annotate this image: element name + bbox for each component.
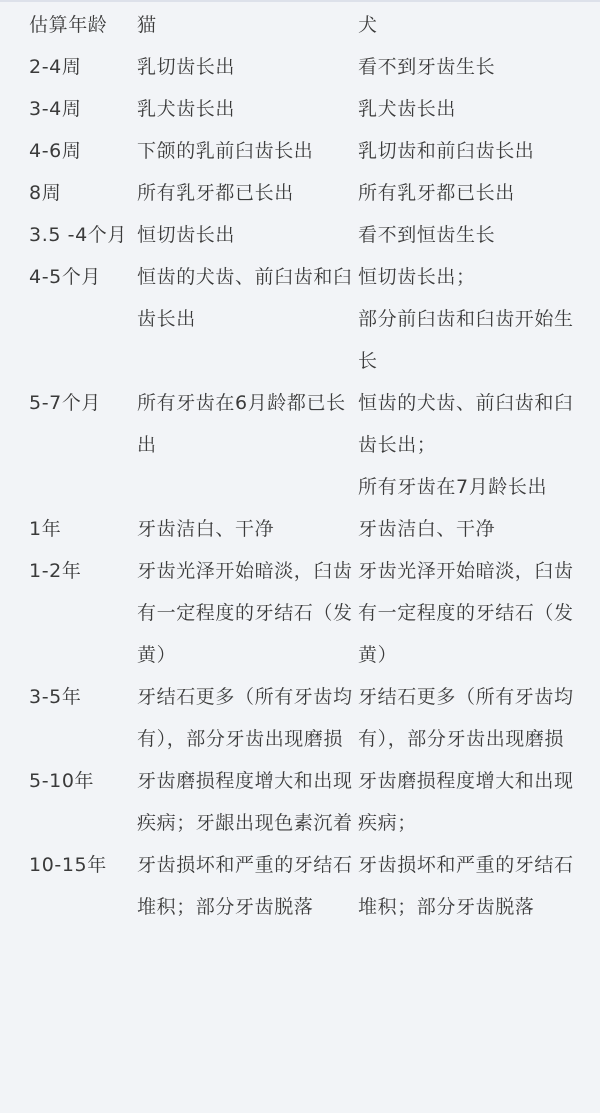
table-row <box>0 214 600 256</box>
dog-cell <box>358 382 600 508</box>
age-cell: 4-5个月 <box>29 266 102 288</box>
dog-cell: 牙齿光泽开始暗淡，臼齿有一定程度的牙结石（发黄） <box>358 560 574 666</box>
dog-cell-line: 所有牙齿在7月龄长出 <box>358 476 548 498</box>
table-row <box>0 676 600 760</box>
table-row <box>0 382 600 508</box>
age-cell: 3-5年 <box>29 686 82 708</box>
cat-cell: 牙齿洁白、干净 <box>137 518 275 540</box>
header-dog: 犬 <box>358 14 378 36</box>
cat-cell: 牙齿磨损程度增大和出现疾病；牙龈出现色素沉着 <box>137 770 353 834</box>
table-row <box>0 172 600 214</box>
cat-cell: 所有乳牙都已长出 <box>137 182 294 204</box>
age-cell: 8周 <box>29 182 62 204</box>
table-row <box>0 550 600 676</box>
cat-cell: 恒齿的犬齿、前臼齿和臼齿长出 <box>137 266 353 330</box>
top-divider <box>0 0 600 2</box>
dog-cell: 乳切齿和前臼齿长出 <box>358 140 535 162</box>
tooth-age-table <box>0 4 600 928</box>
table-row <box>0 88 600 130</box>
age-cell: 1-2年 <box>29 560 82 582</box>
age-cell: 1年 <box>29 518 62 540</box>
cat-cell: 下颌的乳前臼齿长出 <box>137 140 314 162</box>
table-row <box>0 844 600 928</box>
age-cell: 4-6周 <box>29 140 82 162</box>
age-cell: 3.5 -4个月 <box>29 224 128 246</box>
table-row <box>0 256 600 382</box>
age-cell: 5-7个月 <box>29 392 102 414</box>
dog-cell: 看不到牙齿生长 <box>358 56 496 78</box>
table-header-row <box>0 4 600 46</box>
table-row <box>0 508 600 550</box>
header-cat: 猫 <box>137 14 157 36</box>
table-row <box>0 130 600 172</box>
dog-cell: 牙齿磨损程度增大和出现疾病； <box>358 770 574 834</box>
cat-cell: 乳犬齿长出 <box>137 98 236 120</box>
dog-cell-line: 恒切齿长出； <box>358 266 476 288</box>
dog-cell: 牙齿洁白、干净 <box>358 518 496 540</box>
table-row <box>0 46 600 88</box>
cat-cell: 牙齿光泽开始暗淡，臼齿有一定程度的牙结石（发黄） <box>137 560 353 666</box>
header-age: 估算年龄 <box>29 14 108 36</box>
cat-cell: 牙结石更多（所有牙齿均有），部分牙齿出现磨损 <box>137 686 353 750</box>
cat-cell: 乳切齿长出 <box>137 56 236 78</box>
dog-cell-line: 部分前臼齿和臼齿开始生长 <box>358 308 574 372</box>
dog-cell <box>358 256 600 382</box>
dog-cell-line: 恒齿的犬齿、前臼齿和臼齿长出； <box>358 392 574 456</box>
age-cell: 5-10年 <box>29 770 95 792</box>
dog-cell: 牙齿损坏和严重的牙结石堆积；部分牙齿脱落 <box>358 854 574 918</box>
cat-cell: 牙齿损坏和严重的牙结石堆积；部分牙齿脱落 <box>137 854 353 918</box>
age-cell: 10-15年 <box>29 854 107 876</box>
dog-cell: 所有乳牙都已长出 <box>358 182 515 204</box>
dog-cell: 乳犬齿长出 <box>358 98 457 120</box>
cat-cell: 恒切齿长出 <box>137 224 236 246</box>
age-cell: 2-4周 <box>29 56 82 78</box>
cat-cell: 所有牙齿在6月龄都已长出 <box>137 392 346 456</box>
age-cell: 3-4周 <box>29 98 82 120</box>
table-row <box>0 760 600 844</box>
dog-cell: 看不到恒齿生长 <box>358 224 496 246</box>
dog-cell: 牙结石更多（所有牙齿均有），部分牙齿出现磨损 <box>358 686 574 750</box>
